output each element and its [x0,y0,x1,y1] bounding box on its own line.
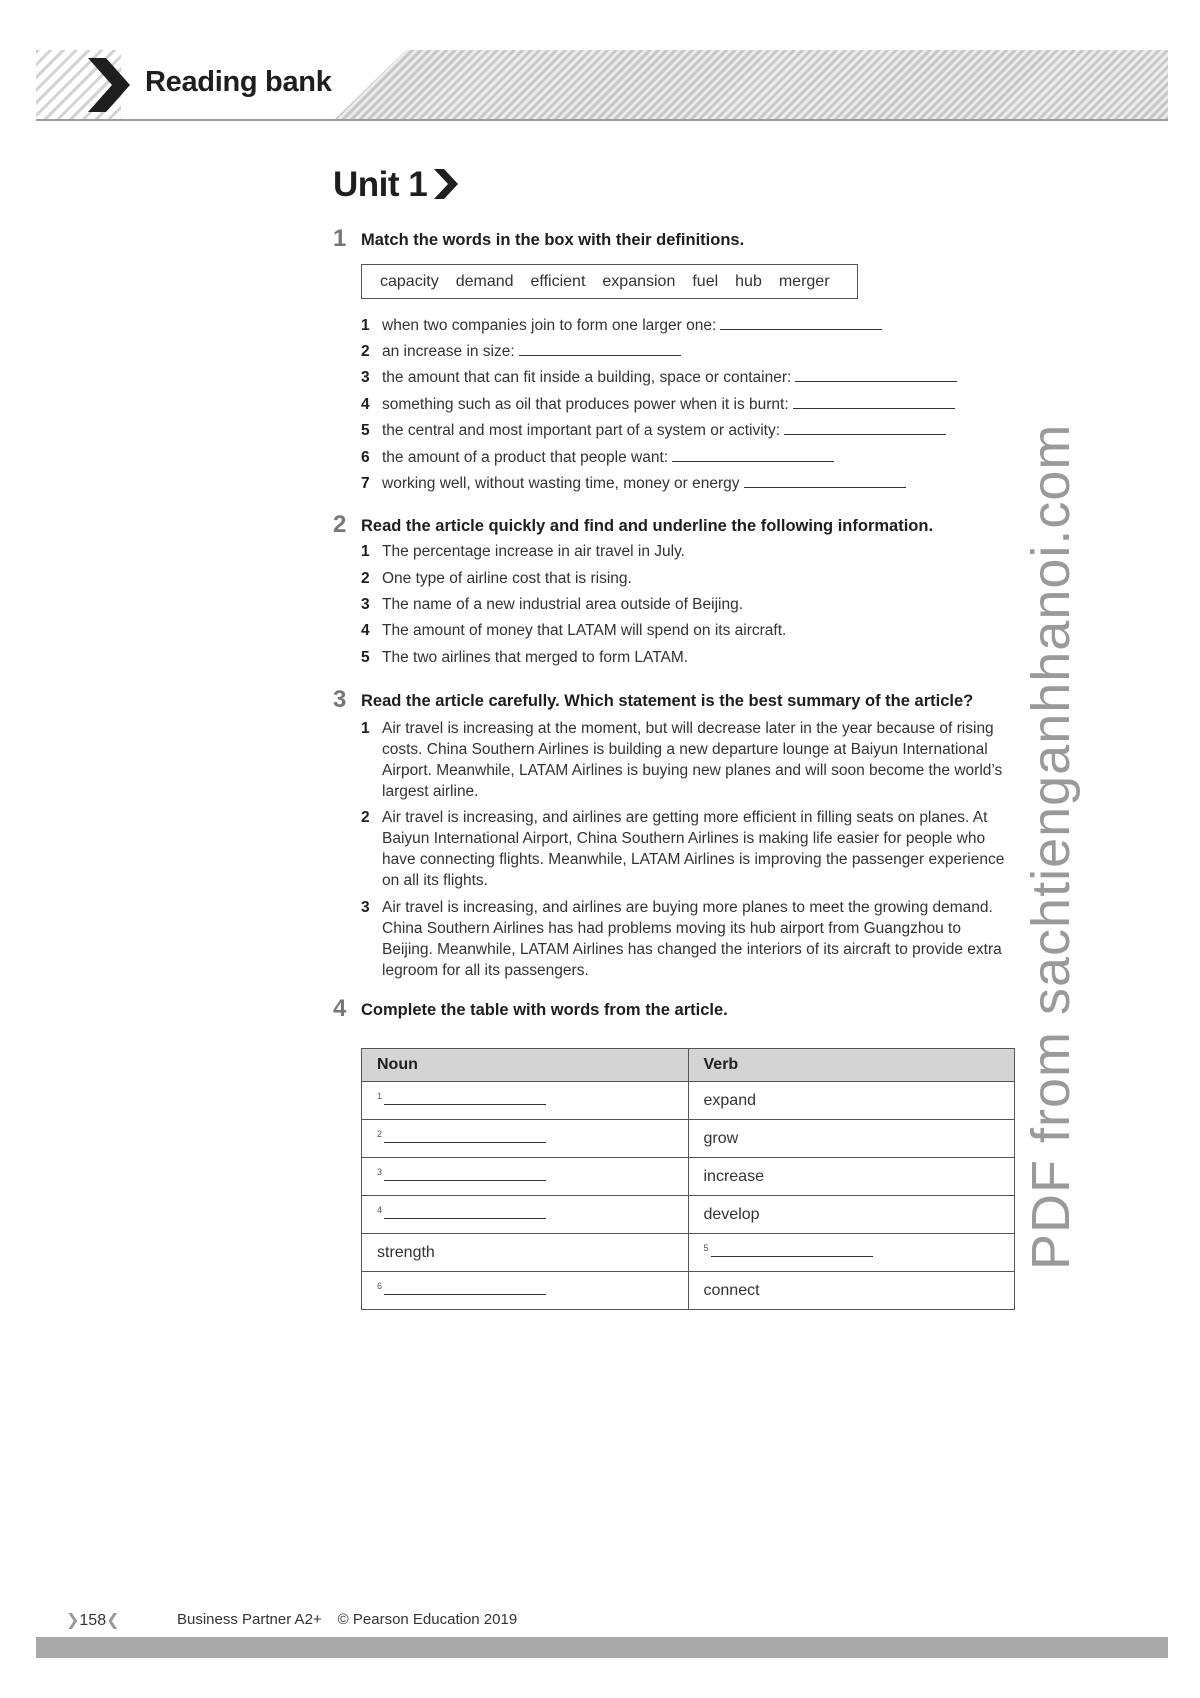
noun-cell[interactable] [362,1272,689,1310]
option-text: Air travel is increasing, and airlines are buying more planes to meet the growing demand. China Southern Airlines has had problems moving its hub airport from Guangzhou to Beijing. Meanwhile, LATAM Airlines has changed the interiors of its aircraft to provide extra legroom for all its passengers. [382,899,1002,979]
blank-number: 3 [377,1167,383,1177]
noun-cell[interactable] [362,1120,689,1158]
item-text: One type of airline cost that is rising. [382,570,632,587]
answer-blank[interactable] [672,449,834,462]
exercise-instruction: Complete the table with words from the article. [361,1001,728,1019]
item-text: The two airlines that merged to form LATAM. [382,649,689,666]
item-text: the amount that can fit inside a building, space or container: [382,369,792,386]
item-number: 2 [361,343,370,360]
verb-cell: connect [688,1272,1015,1310]
header-chevron-icon [86,58,132,112]
blank-number: 5 [703,1243,709,1253]
option-number: 1 [361,720,370,737]
definition-item [361,317,882,335]
noun-cell: strength [362,1234,689,1272]
word-box-item: merger [778,272,830,290]
item-text: The percentage increase in air travel in July. [382,543,685,560]
answer-blank[interactable] [711,1244,873,1257]
summary-option[interactable] [361,718,1011,802]
unit-title [333,165,459,205]
item-number: 3 [361,369,370,386]
definition-item [361,449,834,467]
item-text: an increase in size: [382,343,515,360]
blank-number: 4 [377,1205,383,1215]
item-number: 6 [361,449,370,466]
exercise-instruction: Match the words in the box with their definitions. [361,231,745,249]
blank-number: 2 [377,1129,383,1139]
noun-verb-table [361,1048,1015,1310]
noun-cell[interactable] [362,1196,689,1234]
watermark: PDF from sachtienganhhanoi.com [1021,423,1081,1270]
footer-bar [36,1637,1168,1658]
exercise-number: 2 [333,511,347,538]
unit-title-text: Unit 1 [333,165,428,204]
table-header-row [362,1049,1015,1082]
answer-blank[interactable] [519,343,681,356]
answer-blank[interactable] [720,317,882,330]
unit-chevron-icon [433,169,459,199]
page-chevron-right-icon: ❮ [106,1612,120,1629]
list-item [361,543,685,561]
table-row [362,1272,1015,1310]
page-number: 158 [79,1612,107,1629]
page-chevron-left-icon: ❯ [66,1612,80,1629]
copyright: © Pearson Education 2019 [337,1611,518,1628]
word-box-item: fuel [692,272,719,290]
word-box-item: expansion [602,272,676,290]
item-text: the central and most important part of a system or activity: [382,422,780,439]
summary-option[interactable] [361,897,1011,981]
item-number: 1 [361,543,370,560]
table-row [362,1196,1015,1234]
item-text: The name of a new industrial area outside of Beijing. [382,596,744,613]
item-number: 4 [361,396,370,413]
footer-credits [177,1611,533,1628]
page-number-block [66,1610,120,1630]
exercise-number: 1 [333,225,347,252]
verb-cell: increase [688,1158,1015,1196]
answer-blank[interactable] [384,1168,546,1181]
verb-cell: develop [688,1196,1015,1234]
section-title: Reading bank [145,66,332,98]
answer-blank[interactable] [384,1282,546,1295]
item-text: when two companies join to form one larger one: [382,317,717,334]
blank-number: 1 [377,1091,383,1101]
word-box-item: hub [735,272,762,290]
exercise-instruction: Read the article carefully. Which statement is the best summary of the article? [361,692,974,710]
table-row [362,1120,1015,1158]
item-number: 2 [361,570,370,587]
answer-blank[interactable] [384,1092,546,1105]
word-box [361,264,858,299]
answer-blank[interactable] [795,369,957,382]
list-item [361,622,786,640]
option-number: 2 [361,809,370,826]
exercise-instruction: Read the article quickly and find and underline the following information. [361,517,934,535]
definition-item [361,422,946,440]
item-number: 4 [361,622,370,639]
item-number: 5 [361,422,370,439]
answer-blank[interactable] [793,396,955,409]
item-text: The amount of money that LATAM will spend on its aircraft. [382,622,787,639]
answer-blank[interactable] [784,422,946,435]
header-stripes-right [334,50,1168,120]
word-box-item: efficient [530,272,586,290]
word-box-item: demand [455,272,514,290]
column-header-noun: Noun [362,1049,689,1082]
list-item [361,596,743,614]
option-text: Air travel is increasing at the moment, but will decrease later in the year because of rising costs. China Southern Airlines is building a new departure lounge at Baiyun International Airport. Meanwhile, LATAM Airlines is buying new planes and will soon become the world’s largest airline. [382,720,1003,800]
word-box-item: capacity [380,272,439,290]
item-number: 7 [361,475,370,492]
definition-item [361,396,955,414]
exercise-number: 3 [333,686,347,713]
noun-cell[interactable] [362,1158,689,1196]
exercise-number: 4 [333,995,347,1022]
table-row [362,1234,1015,1272]
summary-option[interactable] [361,807,1011,891]
item-number: 1 [361,317,370,334]
definition-item [361,475,906,493]
option-number: 3 [361,899,370,916]
book-title: Business Partner A2+ [177,1611,322,1628]
header-rule [36,119,1168,121]
item-number: 3 [361,596,370,613]
table-row [362,1158,1015,1196]
item-text: something such as oil that produces power when it is burnt: [382,396,789,413]
option-text: Air travel is increasing, and airlines are getting more efficient in filling seats on planes. At Baiyun International Airport, China Southern Airlines is making life easier for people who have connecting flights. Meanwhile, LATAM Airlines is improving the passenger experience on all its flights. [382,809,1005,889]
noun-cell[interactable] [362,1082,689,1120]
item-text: the amount of a product that people want: [382,449,669,466]
item-number: 5 [361,649,370,666]
table-row [362,1082,1015,1120]
verb-cell[interactable] [688,1234,1015,1272]
definition-item [361,343,681,361]
list-item [361,649,688,667]
definition-item [361,369,957,387]
column-header-verb: Verb [688,1049,1015,1082]
blank-number: 6 [377,1281,383,1291]
item-text: working well, without wasting time, money or energy [382,475,740,492]
answer-blank[interactable] [744,475,906,488]
verb-cell: expand [688,1082,1015,1120]
verb-cell: grow [688,1120,1015,1158]
answer-blank[interactable] [384,1206,546,1219]
answer-blank[interactable] [384,1130,546,1143]
list-item [361,570,632,588]
